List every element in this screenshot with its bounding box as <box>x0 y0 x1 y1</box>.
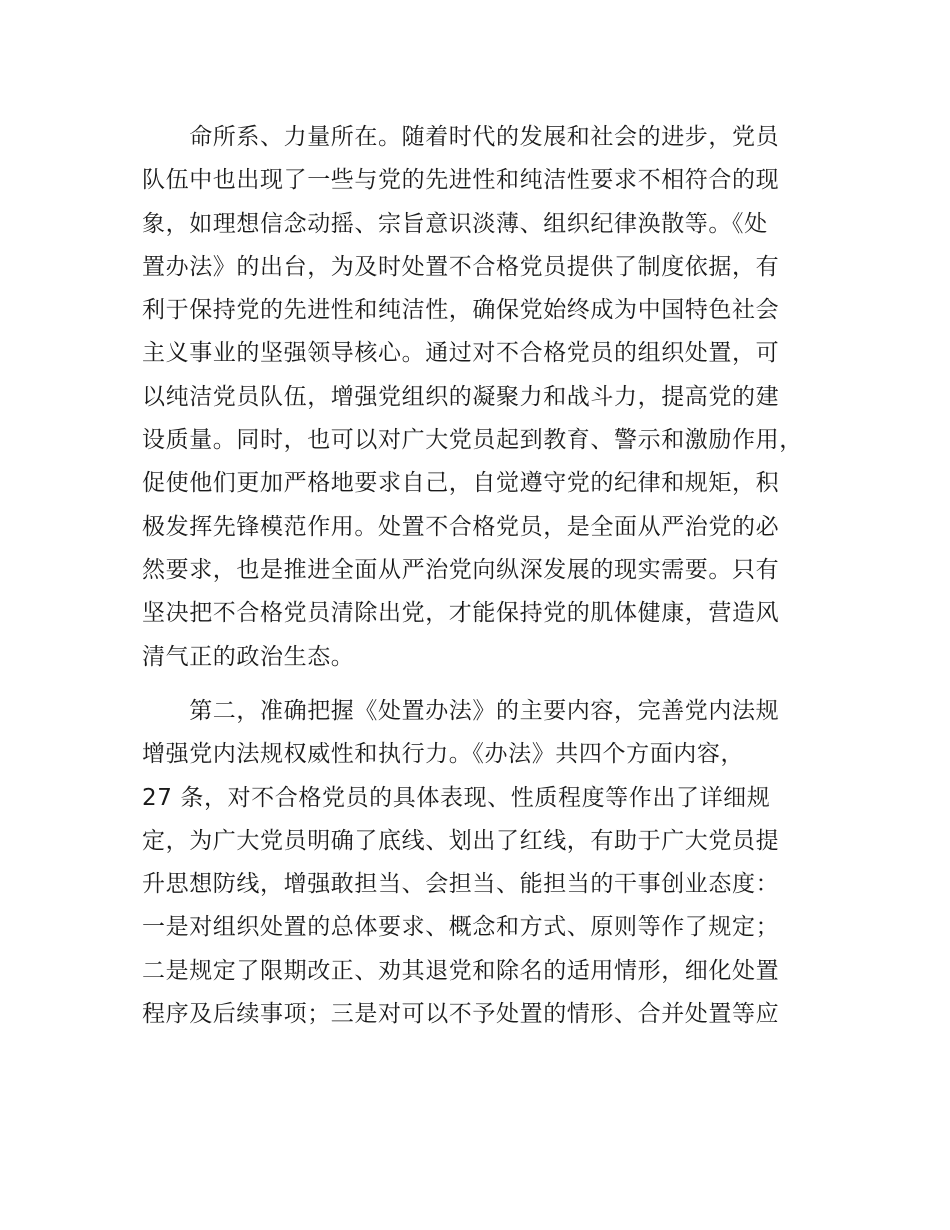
text-line: 定，为广大党员明确了底线、划出了红线，有助于广大党员提 <box>142 827 780 854</box>
text-line: 设质量。同时，也可以对广大党员起到教育、警示和激励作用， <box>142 427 803 454</box>
text-line: 清气正的政治生态。 <box>142 643 355 670</box>
text-line: 象，如理想信念动摇、宗旨意识淡薄、组织纪律涣散等。《处 <box>142 210 768 237</box>
text-line: 以纯洁党员队伍，增强党组织的凝聚力和战斗力，提高党的建 <box>142 383 780 410</box>
text-line: 促使他们更加严格地要求自己，自觉遵守党的纪律和规矩，积 <box>142 470 780 497</box>
text-line: 增强党内法规权威性和执行力。《办法》共四个方面内容， <box>142 741 745 768</box>
text-line: 然要求，也是推进全面从严治党向纵深发展的现实需要。只有 <box>142 556 780 583</box>
text-line: 27 条，对不合格党员的具体表现、性质程度等作出了详细规 <box>142 784 771 811</box>
paragraph-2 <box>142 690 779 1036</box>
text-line: 利于保持党的先进性和纯洁性，确保党始终成为中国特色社会 <box>142 297 780 324</box>
text-line: 队伍中也出现了一些与党的先进性和纯洁性要求不相符合的现 <box>142 167 780 194</box>
text-line: 坚决把不合格党员清除出党，才能保持党的肌体健康，营造风 <box>142 600 780 627</box>
text-line: 升思想防线，增强敢担当、会担当、能担当的干事创业态度： <box>142 871 780 898</box>
text-line: 二是规定了限期改正、劝其退党和除名的适用情形，细化处置 <box>142 957 780 984</box>
text-line: 一是对组织处置的总体要求、概念和方式、原则等作了规定； <box>142 914 780 941</box>
paragraph-1 <box>142 116 803 679</box>
text-line: 置办法》的出台，为及时处置不合格党员提供了制度依据，有 <box>142 253 780 280</box>
text-line: 命所系、力量所在。随着时代的发展和社会的进步，党员 <box>142 124 780 150</box>
text-line: 极发挥先锋模范作用。处置不合格党员，是全面从严治党的必 <box>142 513 780 540</box>
text-line: 程序及后续事项；三是对可以不予处置的情形、合并处置等应 <box>142 1001 780 1028</box>
text-line: 主义事业的坚强领导核心。通过对不合格党员的组织处置，可 <box>142 340 780 367</box>
text-line: 第二，准确把握《处置办法》的主要内容，完善党内法规 <box>142 698 780 724</box>
